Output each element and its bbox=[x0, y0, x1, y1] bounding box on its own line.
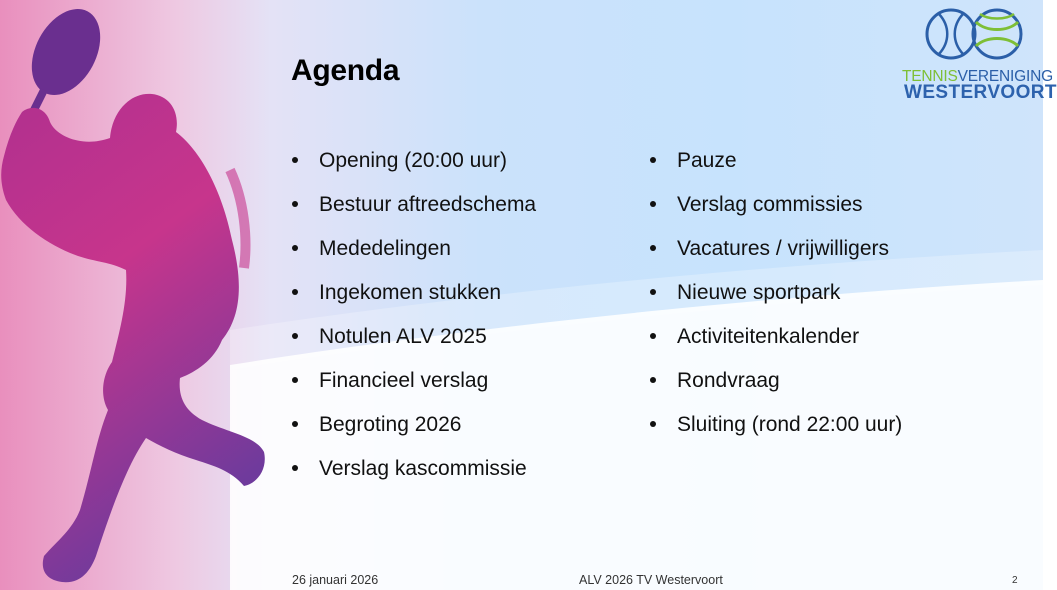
agenda-item bbox=[650, 191, 902, 235]
logo-text-line2: WESTERVOORT bbox=[904, 82, 1057, 103]
agenda-item-label: Vacatures / vrijwilligers bbox=[677, 237, 889, 260]
bullet-icon bbox=[650, 201, 656, 207]
agenda-item bbox=[292, 235, 536, 279]
agenda-item-label: Nieuwe sportpark bbox=[677, 281, 841, 304]
bullet-icon bbox=[292, 201, 298, 207]
agenda-item-label: Notulen ALV 2025 bbox=[319, 325, 487, 348]
logo-text-line1: TENNISVERENIGING bbox=[902, 68, 1053, 85]
agenda-item-label: Financieel verslag bbox=[319, 369, 489, 392]
footer-date: 26 januari 2026 bbox=[292, 573, 379, 587]
bullet-icon bbox=[292, 157, 298, 163]
agenda-list-right bbox=[650, 147, 902, 455]
agenda-item bbox=[292, 367, 536, 411]
bullet-icon bbox=[650, 289, 656, 295]
agenda-item-label: Opening (20:00 uur) bbox=[319, 149, 507, 172]
tennis-balls-icon bbox=[924, 4, 1024, 66]
slide-title: Agenda bbox=[291, 54, 400, 87]
agenda-item-label: Verslag commissies bbox=[677, 193, 863, 216]
club-logo bbox=[898, 4, 1057, 103]
agenda-item bbox=[650, 411, 902, 455]
bullet-icon bbox=[650, 377, 656, 383]
agenda-item bbox=[650, 279, 902, 323]
page-number: 2 bbox=[1012, 575, 1018, 586]
footer-title: ALV 2026 TV Westervoort bbox=[579, 573, 723, 587]
agenda-item bbox=[292, 147, 536, 191]
agenda-item bbox=[292, 191, 536, 235]
agenda-item-label: Sluiting (rond 22:00 uur) bbox=[677, 413, 903, 436]
bullet-icon bbox=[650, 333, 656, 339]
agenda-item bbox=[650, 367, 902, 411]
agenda-item bbox=[292, 323, 536, 367]
bullet-icon bbox=[292, 421, 298, 427]
bullet-icon bbox=[650, 157, 656, 163]
bullet-icon bbox=[292, 245, 298, 251]
agenda-item bbox=[292, 455, 536, 499]
agenda-list-left bbox=[292, 147, 536, 499]
bullet-icon bbox=[292, 289, 298, 295]
agenda-item bbox=[292, 411, 536, 455]
agenda-item-label: Verslag kascommissie bbox=[319, 457, 527, 480]
agenda-item bbox=[650, 235, 902, 279]
agenda-item-label: Bestuur aftreedschema bbox=[319, 193, 537, 216]
agenda-item-label: Pauze bbox=[677, 149, 737, 172]
agenda-item-label: Begroting 2026 bbox=[319, 413, 462, 436]
agenda-item-label: Rondvraag bbox=[677, 369, 780, 392]
agenda-item-label: Activiteitenkalender bbox=[677, 325, 860, 348]
bullet-icon bbox=[292, 377, 298, 383]
bullet-icon bbox=[292, 465, 298, 471]
bullet-icon bbox=[650, 245, 656, 251]
agenda-item bbox=[650, 323, 902, 367]
tennis-player-silhouette bbox=[0, 0, 300, 590]
bullet-icon bbox=[292, 333, 298, 339]
agenda-item bbox=[292, 279, 536, 323]
agenda-item-label: Mededelingen bbox=[319, 237, 451, 260]
agenda-item bbox=[650, 147, 902, 191]
agenda-item-label: Ingekomen stukken bbox=[319, 281, 502, 304]
bullet-icon bbox=[650, 421, 656, 427]
